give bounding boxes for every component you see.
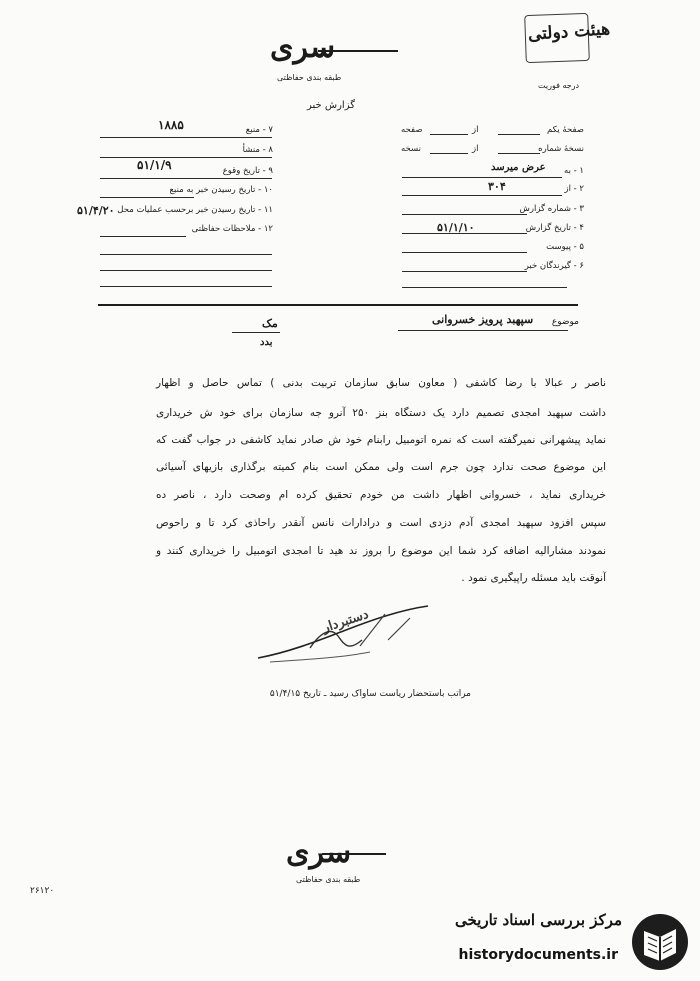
field-line (430, 153, 468, 154)
field-line (498, 134, 540, 135)
field-line (402, 195, 562, 196)
field-line (100, 197, 194, 198)
footer-watermark (0, 905, 700, 981)
body-line: نمودند مشارالیه اضافه کرد شما این موضوع را بروز ند هید تا امجدی اتومبیل را خریداری کنند و (156, 545, 606, 557)
field-extra: صفحه (401, 125, 423, 135)
title-underline (318, 50, 398, 52)
field-line (100, 286, 272, 287)
field-value-to: عرض میرسد (491, 162, 546, 173)
field-label: ۵ - پیوست (546, 242, 584, 252)
field-label: ۱ - به (564, 166, 584, 176)
classification-subtitle: طبقه بندی حفاظتی (277, 73, 342, 82)
field-label: ۱۱ - تاریخ رسیدن خبر برحسب عملیات محل (117, 205, 273, 215)
body-line-last: آنوقت باید مسئله راپیگیری نمود . (461, 572, 606, 584)
field-label: ۹ - تاریخ وقوع (222, 166, 273, 176)
field-line (100, 270, 272, 271)
field-label: ۱۲ - ملاحظات حفاظتی (191, 224, 273, 234)
side-note-line (232, 332, 280, 333)
bottom-classification-title: سری (286, 835, 352, 870)
subject-label: موضوع (551, 317, 579, 327)
field-line (402, 252, 527, 253)
field-line (100, 157, 272, 158)
field-line (402, 177, 562, 178)
field-line (498, 153, 540, 154)
body-line: داشت سپهبد امجدی تصمیم دارد یک دستگاه بنز ۲۵۰ آنرو جه سازمان برای خود ش خریداری (156, 407, 606, 419)
book-logo-icon (630, 911, 690, 973)
subject-line (398, 330, 568, 331)
document-number: ۲۶۱۲۰ (30, 886, 55, 896)
field-value-report-date: ۵۱/۱/۱۰ (437, 221, 475, 234)
field-label: ۱۰ - تاریخ رسیدن خبر به منبع (169, 185, 273, 195)
field-label: ۷ - منبع (245, 125, 273, 135)
signature-text: دستبردار (320, 607, 371, 636)
review-notice: مراتب باستحضار ریاست ساواک رسید ـ تاریخ ۵۱/۴/۱۵ (269, 689, 471, 699)
signature-scribble (250, 600, 440, 670)
field-extra: نسخه (401, 144, 421, 154)
bottom-classification-subtitle: طبقه بندی حفاظتی (296, 875, 361, 884)
field-label: ۲ - از (564, 184, 584, 194)
side-note-top: مک (262, 317, 278, 330)
field-value-event-date: ۵۱/۱/۹ (137, 158, 172, 172)
urgency-stamp-handwriting: هیئت دولتی (527, 19, 611, 45)
body-line: خریداری نماید ، خسروانی اظهار داشت من خودم تحقیق کرده ام وصحت دارد ، ناصر ده (156, 489, 606, 501)
footer-org-name: مرکز بررسی اسناد تاریخی (454, 911, 622, 929)
field-line (100, 178, 272, 179)
field-label: ۴ - تاریخ گزارش (525, 223, 584, 233)
field-line (402, 287, 567, 288)
side-note-bottom: بدد (260, 337, 273, 348)
footer-url[interactable]: historydocuments.ir (458, 947, 618, 963)
field-value: از (472, 144, 479, 154)
field-label: نسخهٔ شماره (538, 144, 584, 154)
field-value-ops-date: ۵۱/۴/۲۰ (77, 204, 115, 217)
report-type: گزارش خبر (307, 100, 355, 111)
field-line (100, 236, 186, 237)
classification-title: سری (270, 30, 336, 65)
body-line: نماید پیشهرانی نمیرگفته است که نمره اتومبیل رابنام خود ش صادر نماید کاشفی در جواب گفت که (156, 434, 606, 446)
field-line (100, 137, 272, 138)
field-value-source: ۱۸۸۵ (158, 118, 184, 132)
field-value-from: ۳۰۴ (488, 180, 506, 193)
field-label: صفحهٔ یکم (547, 125, 584, 135)
field-value: از (472, 125, 479, 135)
bottom-title-underline (322, 853, 386, 855)
field-label: ۶ - گیرندگان خبر (524, 261, 584, 271)
field-label: ۳ - شماره گزارش (519, 204, 584, 214)
body-line: این موضوع صحت ندارد چون جرم است ولی ممکن است بنام کمیته برگذاری بازیهای آسیائی (156, 461, 606, 473)
field-label: ۸ - منشأ (242, 145, 273, 155)
field-line (430, 134, 468, 135)
field-line (402, 271, 527, 272)
body-line: ناصر ر عبالا با رضا کاشفی ( معاون سابق سازمان تربیت بدنی ) تماس حاصل و اظهار (156, 377, 606, 389)
subject-value: سپهبد پرویز خسروانی (432, 313, 534, 326)
section-separator (98, 304, 578, 306)
field-line (402, 214, 527, 215)
urgency-caption: درجه فوریت (538, 81, 580, 90)
field-line (100, 254, 272, 255)
body-line: سپس افزود سپهبد امجدی آدم دزدی است و درادارات نانس آنقدر راحاذی کرد تا و راحوص (156, 517, 606, 529)
